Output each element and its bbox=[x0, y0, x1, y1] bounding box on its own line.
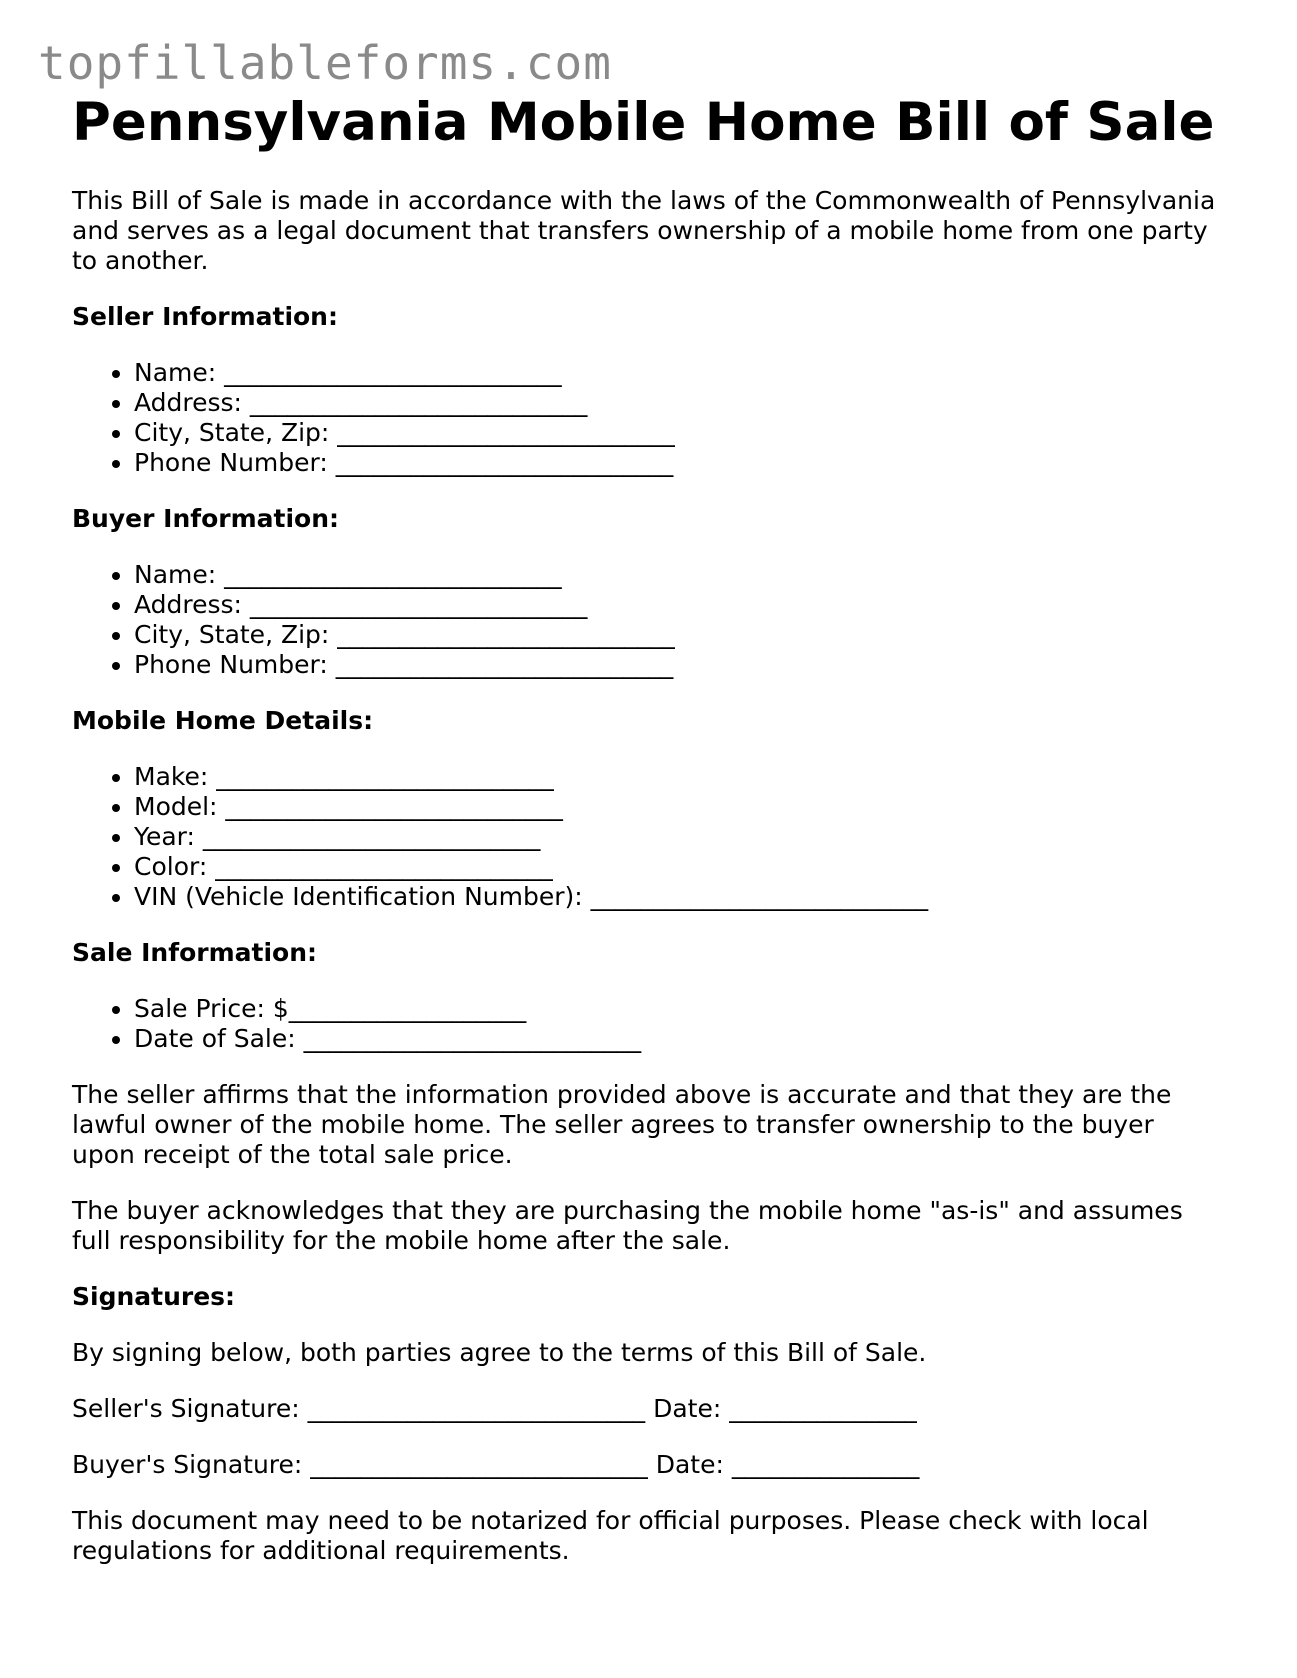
seller-fields bbox=[72, 358, 1222, 478]
buyer-heading: Buyer Information: bbox=[72, 504, 340, 533]
sale-heading: Sale Information: bbox=[72, 938, 317, 967]
seller-city-state-zip-field[interactable]: • City, State, Zip: ___________________________ bbox=[134, 418, 1222, 448]
buyer-fields bbox=[72, 560, 1222, 680]
mobile-home-heading: Mobile Home Details: bbox=[72, 706, 374, 735]
seller-signature-line[interactable]: Seller's Signature: ___________________________ Date: _______________ bbox=[72, 1394, 917, 1423]
buyer-phone-field[interactable]: • Phone Number: ___________________________ bbox=[134, 650, 1222, 680]
buyer-name-field[interactable]: • Name: ___________________________ bbox=[134, 560, 1222, 590]
buyer-address-field[interactable]: • Address: ___________________________ bbox=[134, 590, 1222, 620]
model-field[interactable]: • Model: ___________________________ bbox=[134, 792, 1222, 822]
document-body bbox=[72, 92, 1222, 1566]
notary-note: This document may need to be notarized for official purposes. Please check with local regulations for additional requirements. bbox=[72, 1506, 1149, 1565]
page-title: Pennsylvania Mobile Home Bill of Sale bbox=[72, 92, 1215, 153]
affirmation-paragraph: The seller affirms that the information provided above is accurate and that they are the lawful owner of the mobile home. The seller agrees to transfer ownership to the buyer upon receipt of the total sale price. bbox=[72, 1080, 1172, 1169]
seller-name-field[interactable]: • Name: ___________________________ bbox=[134, 358, 1222, 388]
make-field[interactable]: • Make: ___________________________ bbox=[134, 762, 1222, 792]
intro-paragraph: This Bill of Sale is made in accordance with the laws of the Commonwealth of Pennsylvania and serves as a legal document that transfers ownership of a mobile home from one party to another. bbox=[72, 186, 1216, 275]
buyer-signature-line[interactable]: Buyer's Signature: ___________________________ Date: _______________ bbox=[72, 1450, 920, 1479]
as-is-paragraph: The buyer acknowledges that they are purchasing the mobile home "as-is" and assumes full responsibility for the mobile home after the sale. bbox=[72, 1196, 1183, 1255]
sale-price-field[interactable]: • Sale Price: $___________________ bbox=[134, 994, 1222, 1024]
seller-address-field[interactable]: • Address: ___________________________ bbox=[134, 388, 1222, 418]
date-of-sale-field[interactable]: • Date of Sale: ___________________________ bbox=[134, 1024, 1222, 1054]
mobile-home-fields bbox=[72, 762, 1222, 912]
year-field[interactable]: • Year: ___________________________ bbox=[134, 822, 1222, 852]
buyer-city-state-zip-field[interactable]: • City, State, Zip: ___________________________ bbox=[134, 620, 1222, 650]
signatures-heading: Signatures: bbox=[72, 1282, 236, 1311]
seller-heading: Seller Information: bbox=[72, 302, 338, 331]
signatures-statement: By signing below, both parties agree to the terms of this Bill of Sale. bbox=[72, 1338, 927, 1367]
watermark: topfillableforms.com bbox=[38, 36, 612, 90]
sale-fields bbox=[72, 994, 1222, 1054]
color-field[interactable]: • Color: ___________________________ bbox=[134, 852, 1222, 882]
seller-phone-field[interactable]: • Phone Number: ___________________________ bbox=[134, 448, 1222, 478]
vin-field[interactable]: • VIN (Vehicle Identification Number): ___________________________ bbox=[134, 882, 1222, 912]
